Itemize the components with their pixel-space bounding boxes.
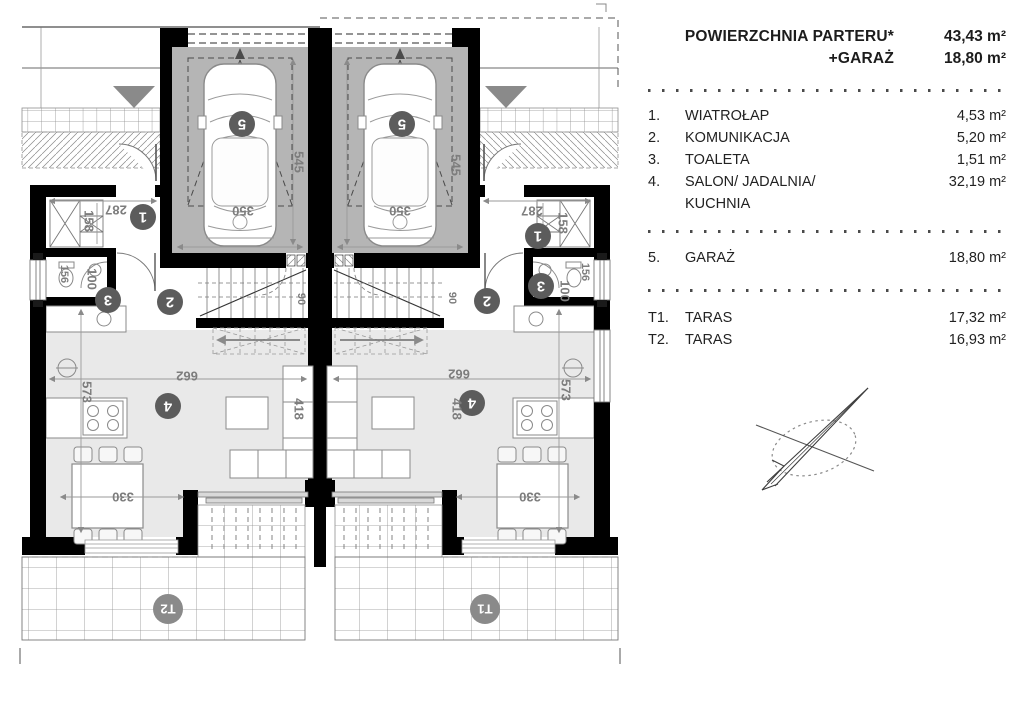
room-name: SALON/ JADALNIA/ [685, 174, 816, 190]
terrace-area: 17,32 m² [948, 310, 1006, 326]
room-label-wc-left [95, 287, 121, 313]
room-label-garage-right [389, 111, 415, 137]
dim: 287 [521, 203, 543, 219]
svg-text:1: 1 [138, 208, 148, 226]
svg-text:4: 4 [467, 394, 477, 412]
summary-value: 18,80 m² [943, 50, 1006, 67]
dim: 158 [81, 210, 97, 232]
bay-window [85, 540, 178, 553]
room-label-wc-right [528, 273, 554, 299]
svg-text:3: 3 [103, 291, 113, 309]
room-label-corridor-right [474, 288, 500, 314]
room-area: 32,19 m² [948, 174, 1006, 190]
summary-label: POWIERZCHNIA PARTERU* [684, 28, 894, 45]
svg-text:2: 2 [165, 293, 175, 311]
dim: 158 [555, 212, 571, 234]
dim: 418 [449, 398, 465, 420]
terrace-name: TARAS [685, 310, 733, 326]
terrace-number: T2. [648, 332, 669, 348]
svg-text:5: 5 [397, 115, 407, 133]
legend-row-komunikacja [648, 130, 1006, 146]
terrace-area: 16,93 m² [948, 332, 1006, 348]
room-area: 5,20 m² [956, 130, 1006, 146]
dim: 418 [291, 398, 307, 420]
svg-text:5: 5 [237, 115, 247, 133]
legend-row-taras1 [648, 310, 1006, 326]
legend-row-toaleta [648, 152, 1006, 168]
room-label-living-left [155, 393, 181, 419]
room-area: 18,80 m² [948, 250, 1006, 266]
dim: 350 [232, 203, 254, 219]
dim: 662 [176, 368, 198, 384]
room-number: 3. [648, 152, 661, 168]
threshold [297, 255, 305, 266]
dim: 100 [557, 280, 573, 302]
summary-row-parter [648, 28, 1006, 46]
room-name: KUCHNIA [685, 196, 751, 212]
legend-row-garaz [648, 250, 1006, 266]
legend-row-wiatrolap [648, 108, 1006, 124]
dim: 330 [519, 489, 541, 505]
coffee-table [226, 397, 268, 429]
threshold [287, 255, 295, 266]
terrace-label-t1 [470, 594, 500, 624]
room-area: 1,51 m² [956, 152, 1006, 168]
dim: 90 [446, 291, 458, 305]
room-number: 5. [648, 250, 661, 266]
svg-text:T2: T2 [160, 601, 176, 617]
entry-paving-grid [22, 108, 160, 132]
summary-value: 43,43 m² [943, 28, 1006, 45]
terrace-name: TARAS [685, 332, 733, 348]
room-number: 4. [648, 174, 661, 190]
dim: 545 [448, 154, 464, 176]
legend-row-salon [648, 174, 1006, 190]
garage-door [188, 34, 308, 43]
dotted-divider [648, 230, 1006, 233]
dim: 330 [112, 489, 134, 505]
terrace-number: T1. [648, 310, 669, 326]
dotted-divider [648, 89, 1006, 92]
garage-door-swing [259, 268, 286, 295]
svg-text:T1: T1 [477, 601, 493, 617]
summary-label: +GARAŻ [828, 50, 894, 67]
dotted-divider [648, 289, 1006, 292]
room-name: WIATROŁAP [685, 108, 770, 124]
dim: 573 [79, 381, 95, 403]
room-number: 1. [648, 108, 661, 124]
svg-text:2: 2 [482, 292, 492, 310]
room-name: TOALETA [685, 152, 750, 168]
housing-unit [20, 27, 320, 664]
room-label-hall-right [525, 223, 551, 249]
dim: 350 [389, 203, 411, 219]
svg-text:4: 4 [163, 397, 173, 415]
dim: 156 [58, 264, 70, 284]
north-arrow-icon [748, 372, 884, 512]
legend-row-salon-line2 [648, 196, 1006, 212]
room-label-garage-left [229, 111, 255, 137]
stairs [198, 268, 306, 318]
room-label-corridor-left [157, 289, 183, 315]
housing-unit-mirrored [320, 27, 620, 664]
dim: 156 [579, 262, 591, 282]
dim: 545 [291, 151, 307, 173]
hall-door-swing [117, 253, 155, 291]
dim: 90 [295, 292, 307, 306]
terrace-label-t2 [153, 594, 183, 624]
svg-text:3: 3 [536, 277, 546, 295]
dim: 100 [84, 268, 100, 290]
svg-text:1: 1 [533, 227, 543, 245]
dim: 662 [448, 366, 470, 382]
room-name: GARAŻ [685, 250, 735, 266]
dim: 573 [558, 379, 574, 401]
room-number: 2. [648, 130, 661, 146]
room-name: KOMUNIKACJA [685, 130, 790, 146]
area-legend [646, 0, 1008, 370]
room-label-hall-left [130, 204, 156, 230]
summary-row-garage [648, 50, 1006, 68]
entrance-arrow [113, 86, 155, 108]
room-area: 4,53 m² [956, 108, 1006, 124]
terrace-door [198, 492, 308, 503]
dim: 287 [105, 202, 127, 218]
legend-row-taras2 [648, 332, 1006, 348]
